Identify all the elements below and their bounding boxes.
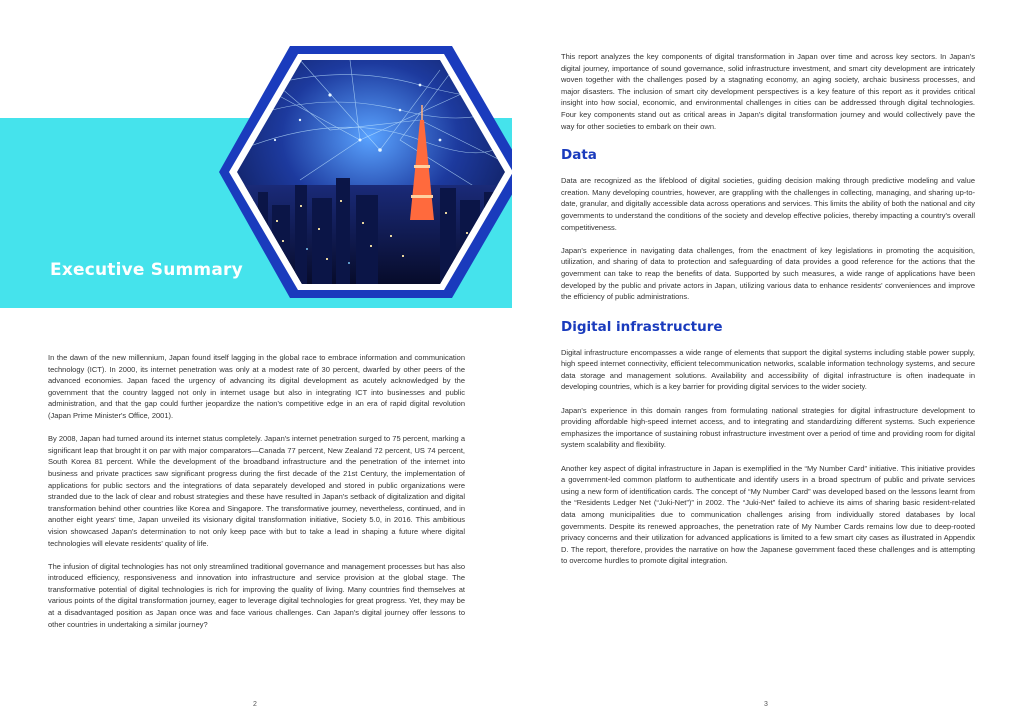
paragraph: Japan's experience in this domain ranges from formulating national strategies for digital infrastructure development to providing affordable high-speed internet access, and to integrating and standardizing different systems. Such experience emphasizes the importance of sustaining robust infrastructure investment over a period of time and providing room for digital system scalability and flexibility. [561,405,975,450]
section-title: Executive Summary [50,260,243,280]
paragraph: Japan's experience in navigating data challenges, from the enactment of key legislations in promoting the acquisition, utilization, and sharing of data to protection and safeguarding of data provides a good reference for the actions that the government can take to reap the benefits of data. Supported by such measures, a wide range of applications have been developed by the public and private actors in Japan, utilizing various data to enhance residents' conveniences and improve the efficiency of public administrations. [561,245,975,302]
hero-banner [0,0,512,330]
left-text-column [48,352,465,630]
paragraph: In the dawn of the new millennium, Japan found itself lagging in the global race to embrace information and communication technology (ICT). In 2000, its internet penetration was only at a modest rate of 30 percent, dwarfed by other peers of the advanced economies. Japan faced the urgency of advancing its digital development as acutely acknowledged by the government that the country lagged not only in internet usage but also in integrating ICT into businesses and public administration, and that the gap could further jeopardize the nation's competitive edge in an era of rapid digital revolution (Japan Prime Minister's Office, 2001). [48,353,465,420]
heading-digital-infrastructure: Digital infrastructure [561,318,723,335]
hexagon-city-image [0,0,512,330]
page-number: 2 [253,701,257,708]
right-text-column [561,51,975,567]
paragraph: The infusion of digital technologies has not only streamlined traditional governance and management processes but has also introduced efficiency, responsiveness and innovation into infrastructure and service provision at the global stage. The transformative potential of digital technologies is rich for improving the quality of living. Many countries find themselves at various points of the digital transformation journey, eager to leverage digital technologies for great progress. Yet, they may be at a disadvantaged position as Japan once was and face various challenges. Can Japan's digital journey offer lessons to other countries in undertaking a similar journey? [48,561,465,629]
paragraph: Data are recognized as the lifeblood of digital societies, guiding decision making through predictive modeling and value creation. Many developing countries, however, are grappling with the challenges in collecting, managing, and sharing up-to-date, granular, and digitally accessible data across operations and services. This limits the ability of both the national and city governments to understand the conditions of the society and develop effective policies, thereby impacting a country's overall competitiveness. [561,176,975,232]
page-number: 3 [764,701,768,708]
paragraph: By 2008, Japan had turned around its internet status completely. Japan's internet penetration surged to 75 percent, marking a significant leap that brought it on par with major comparators—Canada 77 percent, New Zealand 72 percent, US 74 percent, South Korea 81 percent. While the development of the broadband infrastructure and the penetration of the internet into business and private practices saw significant progress during the first decade of the 21st Century, the implementation of applications for public sectors and the integrations of data separately developed and stored in public organizations were stranded due to the lack of clear and robust strategies and these have resulted in Japan's setback of digitalization and digital transformation behind other countries like Korea and Singapore. The transformative journey, nevertheless, continued, and in another eight years' time, Japan unveiled its visionary digital transformation initiative, Society 5.0, in 2016. This ambitious vision showcased Japan's determination to not only keep pace with but to take a lead in shaping a future where digital technologies will elevate residents' quality of life. [48,434,465,548]
paragraph: Another key aspect of digital infrastructure in Japan is exemplified in the “My Number Card” initiative. This initiative provides a government-led common platform to authenticate and identify users in a broad spectrum of public and private services using a new form of identification cards. The concept of “My Number Card” was developed based on the lessons learnt from the “Residents Ledger Net (“Juki-Net”)” in 2002. The “Juki-Net” failed to achieve its aims of sharing basic resident-related data among municipalities due to communication challenges arising from individually stored databases by local governments. Despite its renewed approaches, the penetration rate of My Number Cards remains low due to deep-rooted privacy concerns and their utilization for advanced applications is limited to a few smart city cases as illustrated in Appendix D. The report, therefore, provides the narrative on how the Japanese government faced these challenges and is attempting to overcome hurdles to promote digital integration. [561,463,975,566]
intro-paragraph: This report analyzes the key components of digital transformation in Japan over time and across key sectors. In Japan's digital journey, importance of sound governance, solid infrastructure investment, and smart city development are intricately woven together with the challenges posed by a stagnating economy, an aging society, archaic business processes, and major disasters. The inclusion of smart city development perspectives is a key feature of this report as it provides critical insight into how social, economic, and environmental challenges in cities can be addressed through digital technologies. Four key components stand out as critical areas in Japan's digital transformation journey and would collectively pave the way for other societies to embark on their own. [561,52,975,131]
paragraph: Digital infrastructure encompasses a wide range of elements that support the digital systems including stable power supply, high speed internet connectivity, efficient telecommunication networks, scalable information technology systems, and secure data storage and management solutions. Availability and accessibility of digital infrastructure is often inadequate in developing countries, which is a key barrier for providing digital services to the wider society. [561,347,975,392]
heading-data: Data [561,147,597,164]
